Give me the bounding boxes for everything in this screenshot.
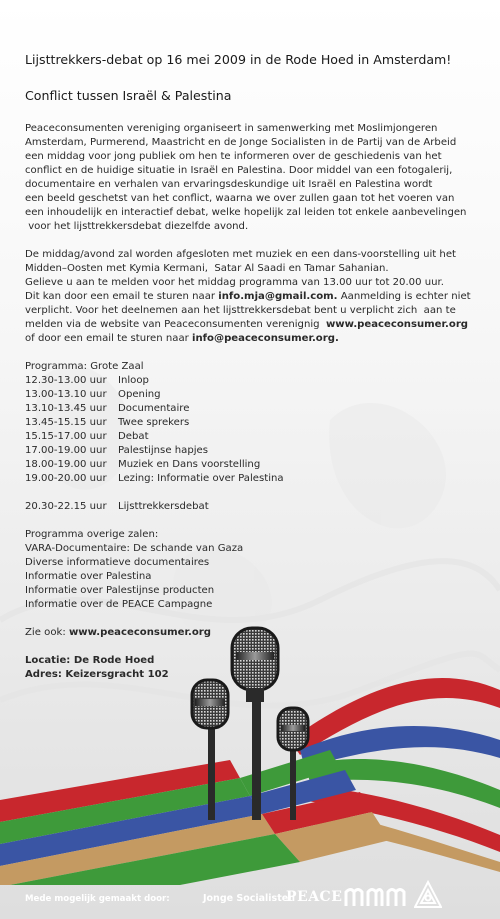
closing-line — [25, 290, 487, 304]
intro-line: een inhoudelijk en interactief debat, welke hopelijk zal leiden tot enkele aanbevelingen — [25, 207, 467, 218]
schedule-label: Twee sprekers — [118, 417, 190, 428]
event-heading: Lijsttrekkers-debat op 16 mei 2009 in de Rode Hoed in Amsterdam! — [25, 52, 452, 67]
schedule-row — [25, 430, 487, 444]
jonge-socialisten-logo: Jonge Socialisten — [203, 893, 295, 904]
program-title: Programma: Grote Zaal — [25, 361, 144, 372]
schedule-row — [25, 374, 487, 388]
see-also-link[interactable]: www.peaceconsumer.org — [68, 627, 211, 638]
peace-logo: PEACE — [286, 889, 343, 905]
closing-line: Midden–Oosten met Kymia Kermani, Satar Al Saadi en Tamar Sahanian. — [25, 263, 389, 274]
sponsor-footer — [0, 872, 500, 919]
triangle-emblem-icon — [414, 880, 442, 910]
schedule-row — [25, 388, 487, 402]
flyer-content — [25, 52, 487, 682]
intro-line: Amsterdam, Purmerend, Maastricht en de Jonge Socialisten in de Partij van de Arbeid — [25, 137, 457, 148]
schedule-row — [25, 402, 487, 416]
list-item: Informatie over de PEACE Campagne — [25, 599, 213, 610]
schedule-label: Debat — [118, 431, 149, 442]
schedule-time: 17.00-19.00 uur — [25, 445, 107, 456]
schedule-label: Documentaire — [118, 403, 190, 414]
closing-paragraph — [25, 248, 487, 346]
schedule-time: 19.00-20.00 uur — [25, 473, 107, 484]
schedule-row-final — [25, 500, 487, 514]
list-item: Informatie over Palestina — [25, 571, 152, 582]
microphone-large — [232, 628, 278, 702]
program-schedule — [25, 374, 487, 514]
intro-line: een beeld geschetst van het conflict, waarna we over zullen gaan tot het voeren van — [25, 193, 455, 204]
schedule-label: Lijsttrekkersdebat — [118, 501, 209, 512]
closing-text: melden via de website van Peaceconsumenten verenignig — [25, 319, 326, 330]
closing-text: Aanmelding is echter niet — [337, 291, 471, 302]
closing-line: Gelieve u aan te melden voor het middag programma van 13.00 uur tot 20.00 uur. — [25, 277, 444, 288]
closing-line: verplicht. Voor het deelnemen aan het lijsttrekkersdebat bent u verplicht zich aan te — [25, 305, 456, 316]
schedule-time: 13.10-13.45 uur — [25, 403, 107, 414]
list-item: Informatie over Palestijnse producten — [25, 585, 215, 596]
schedule-label: Muziek en Dans voorstelling — [118, 459, 261, 470]
see-also-label: Zie ook: — [25, 627, 69, 638]
schedule-row — [25, 444, 487, 458]
list-item: VARA-Documentaire: De schande van Gaza — [25, 543, 244, 554]
schedule-time: 15.15-17.00 uur — [25, 431, 107, 442]
closing-text: of door een email te sturen naar — [25, 333, 192, 344]
schedule-time: 12.30-13.00 uur — [25, 375, 107, 386]
intro-line: voor het lijsttrekkersdebat diezelfde avond. — [25, 221, 249, 232]
schedule-time: 13.00-13.10 uur — [25, 389, 107, 400]
schedule-time: 18.00-19.00 uur — [25, 459, 107, 470]
intro-line: Peaceconsumenten vereniging organiseert in samenwerking met Moslimjongeren — [25, 123, 438, 134]
intro-line: documentaire en verhalen van ervaringsdeskundige uit Israël en Palestina wordt — [25, 179, 433, 190]
closing-line — [25, 318, 487, 332]
closing-line — [25, 332, 487, 346]
closing-line: De middag/avond zal worden afgesloten met muziek en een dans-voorstelling uit het — [25, 249, 456, 260]
location-venue: Locatie: De Rode Hoed — [25, 655, 155, 666]
microphone-left — [192, 680, 228, 728]
intro-line: conflict en de huidige situatie in Israël en Palestina. Door middel van een fotogalerij, — [25, 165, 453, 176]
other-rooms-title: Programma overige zalen: — [25, 529, 159, 540]
event-subheading: Conflict tussen Israël & Palestina — [25, 88, 232, 103]
list-item: Diverse informatieve documentaires — [25, 557, 210, 568]
location-address: Adres: Keizersgracht 102 — [25, 669, 169, 680]
microphone-right — [278, 708, 308, 750]
contact-email-link[interactable]: info.mja@gmail.com. — [218, 291, 338, 302]
schedule-time: 13.45-15.15 uur — [25, 417, 107, 428]
intro-line: een middag voor jong publiek om hen te informeren over de geschiedenis van het — [25, 151, 442, 162]
schedule-label: Inloop — [118, 375, 149, 386]
schedule-row — [25, 416, 487, 430]
sponsors-label: Mede mogelijk gemaakt door: — [25, 894, 170, 904]
closing-text: Dit kan door een email te sturen naar — [25, 291, 219, 302]
moslimjongeren-logo-icon — [344, 886, 406, 908]
schedule-label: Lezing: Informatie over Palestina — [118, 473, 284, 484]
schedule-label: Palestijnse hapjes — [118, 445, 208, 456]
microphones-ribbons-illustration — [0, 600, 500, 885]
schedule-row — [25, 458, 487, 472]
registration-email-link[interactable]: info@peaceconsumer.org. — [192, 333, 339, 344]
schedule-label: Opening — [118, 389, 161, 400]
schedule-row — [25, 472, 487, 486]
website-link[interactable]: www.peaceconsumer.org — [325, 319, 469, 330]
intro-paragraph — [25, 122, 487, 234]
schedule-time: 20.30-22.15 uur — [25, 501, 107, 512]
